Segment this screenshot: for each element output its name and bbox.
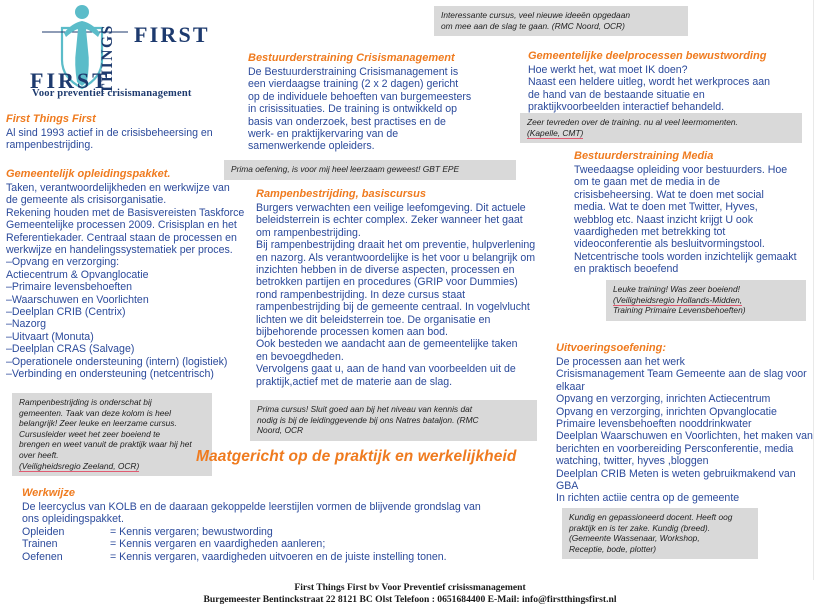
body-line: In richten actiie centra op de gemeente xyxy=(556,492,740,505)
body-line: Ook besteden we aandacht aan de gemeentelijke taken xyxy=(256,338,518,351)
quote-line: Leuke training! Was zeer boeiend! xyxy=(613,284,740,294)
body-line: webblog etc. Naast inzicht krijgt U ook xyxy=(574,213,753,226)
body-line: Taken, verantwoordelijkheden en werkwijze van xyxy=(6,182,230,194)
body-line: rond rampenbestrijding. In deze cursus staat xyxy=(256,288,466,301)
quote-line: Rampenbestrijding is onderschat bij xyxy=(19,397,152,407)
body-line: –Waarschuwen en Voorlichten xyxy=(6,293,149,306)
body-line: rampenbestrijding bij de gemeente centraal. In vogelvlucht xyxy=(256,301,530,314)
body-line: De processen aan het werk xyxy=(556,356,685,368)
werkwijze-row xyxy=(22,526,582,538)
body-line: De leercyclus van KOLB en de daaraan gekoppelde leerstijlen vormen de blijvende grondslag van xyxy=(22,501,481,513)
section-heading: Gemeentelijke deelprocessen bewustwording xyxy=(528,50,767,62)
body-line: praktijk,actief met de materie aan de slag. xyxy=(256,375,453,388)
body-line: Deelplan CRIB Meten is weten gebruikmakend van xyxy=(556,467,796,480)
quote-natres xyxy=(250,400,537,441)
body-line: –Opvang en verzorging: xyxy=(6,256,120,269)
quote-line: (Gemeente Wassenaar, Workshop, xyxy=(569,533,700,544)
quote-line: Training Primaire Levensbehoeften) xyxy=(613,305,746,316)
quote-hollands-midden xyxy=(606,280,806,321)
section-werkwijze xyxy=(22,487,582,563)
quote-line: praktijk en is ter zake. Kundig (breed). xyxy=(569,522,711,533)
body-line: Opvang en verzorging, inrichten Actiecentrum xyxy=(556,393,771,406)
logo-word-first-top: FIRST xyxy=(134,22,210,47)
body-line: inzichten hebben in de diverse aspecten, processen en xyxy=(256,264,515,277)
werkwijze-label: Oefenen xyxy=(22,550,63,563)
body-line: in crisissituaties. De training is ontwikkeld op xyxy=(248,103,458,116)
body-line: Crisismanagement Team Gemeente aan de slag voor xyxy=(556,368,807,381)
werkwijze-value: = Kennis vergaren, vaardigheden uitvoeren en de juiste instelling tonen. xyxy=(110,550,447,563)
quote-kapelle xyxy=(520,113,802,143)
footer-company: First Things First bv Voor Preventief crisissmanagement xyxy=(294,582,526,593)
body-line: lichten we dit beleidsterrein toe. De organisatie en xyxy=(256,313,491,326)
body-line: ons opleidingspakket. xyxy=(22,513,124,526)
quote-line: (Kapelle, CMT) xyxy=(527,127,584,138)
body-line: Al sind 1993 actief in de crisisbeheersing en xyxy=(6,127,213,139)
quote-line: Prima cursus! Sluit goed aan bij het niveau van kennis dat xyxy=(257,404,473,414)
body-line: –Nazorg xyxy=(6,318,47,331)
body-line: Opvang en verzorging, inrichten Opvanglocatie xyxy=(556,405,777,418)
section-rampenbestrijding-basiscursus xyxy=(256,188,536,388)
body-line: –Deelplan CRIB (Centrix) xyxy=(6,306,126,319)
werkwijze-label: Trainen xyxy=(22,538,58,551)
body-line: Referentiekader. Centraal staan de processen en xyxy=(6,231,237,244)
body-line: op de individuele behoeften van burgemeesters xyxy=(248,90,472,103)
quote-line: om mee aan de slag te gaan. (RMC Noord, OCR) xyxy=(441,20,625,31)
quote-line: Kundig en gepassioneerd docent. Heeft oog xyxy=(569,512,733,522)
body-line: crisisbeheersing. Wat te doen met social xyxy=(574,188,764,201)
body-line: –Primaire levensbehoeften xyxy=(6,281,133,294)
quote-line: Interessante cursus, veel nieuwe ideeën opgedaan xyxy=(441,10,631,20)
section-heading: Gemeentelijk opleidingspakket. xyxy=(6,168,171,180)
quote-zeeland xyxy=(12,393,212,476)
body-line: GBA xyxy=(556,480,579,493)
section-heading: Rampenbestrijding, basiscursus xyxy=(256,188,426,200)
logo-tagline: Voor preventief crisismanagement xyxy=(32,88,192,99)
body-line: berichten en voorbereiding Persconferentie, media xyxy=(556,442,794,455)
body-line: –Deelplan CRAS (Salvage) xyxy=(6,343,135,356)
body-line: –Uitvaart (Monuta) xyxy=(6,330,94,343)
quote-top-center xyxy=(434,6,688,36)
body-line: watching, twitter, hyves ,bloggen xyxy=(556,455,709,468)
body-line: werk- en praktijkervaring van de xyxy=(248,128,399,141)
body-line: Hoe werkt het, wat moet IK doen? xyxy=(528,64,688,76)
section-heading: Bestuurderstraining Media xyxy=(574,150,714,162)
body-line: videoconferentie als besluitvormingstool. xyxy=(574,238,765,251)
section-first-things-first xyxy=(6,113,246,152)
body-line: de gemeente als crisisorganisatie. xyxy=(6,194,167,207)
body-line: praktijkvoorbeelden interactief behandeld. xyxy=(528,101,725,114)
werkwijze-value: = Kennis vergaren en vaardigheden aanleren; xyxy=(110,538,326,551)
quote-line: Prima oefening, is voor mij heel leerzaam geweest! GBT EPE xyxy=(231,164,460,174)
body-line: beleidsterrein is echter complex. Zeker wanneer het gaat xyxy=(256,214,523,227)
werkwijze-row xyxy=(22,538,582,550)
quote-line: gemeenten. Taak van deze kolom is heel xyxy=(19,407,171,418)
page-footer xyxy=(0,582,820,606)
werkwijze-value: = Kennis vergaren; bewustwording xyxy=(110,525,273,538)
body-line: Tweedaagse opleiding voor bestuurders. Hoe xyxy=(574,164,788,176)
quote-line: nodig is bij de leidinggevende bij ons Natres bataljon. (RMC xyxy=(257,414,479,425)
werkwijze-row xyxy=(22,551,582,563)
body-line: betrokken partijen en procedures (GRIP voor Dummies) xyxy=(256,276,518,289)
body-line: een vierdaagse training (2 x 2 dagen) gericht xyxy=(248,78,459,91)
body-line: om rampenbestrijding. xyxy=(256,226,361,239)
quote-line: belangrijk! Zeer leuke en leerzame cursus. xyxy=(19,418,177,429)
quote-line: over heeft. xyxy=(19,449,59,460)
company-logo xyxy=(20,2,220,102)
section-heading: First Things First xyxy=(6,113,96,125)
body-line: Burgers verwachten een veilige leefomgeving. Dit actuele xyxy=(256,202,526,214)
section-gemeentelijke-deelprocessen xyxy=(528,50,818,114)
section-gemeentelijk-opleidingspakket xyxy=(6,168,256,381)
quote-line: Cursusleider weet het zeer boeiend te xyxy=(19,428,161,439)
body-line: de hand van de bestaande situatie en xyxy=(528,88,705,101)
body-line: en nazorg. Als verantwoordelijke is het voor u belangrijk om xyxy=(256,251,536,264)
body-line: elkaar xyxy=(556,380,585,393)
logo-word-things: THINGS xyxy=(99,24,116,94)
body-line: bijbehorende processen komen aan bod. xyxy=(256,326,449,339)
main-tagline: Maatgericht op de praktijk en werkelijkheid xyxy=(196,448,517,465)
body-line: Rekening houden met de Basisvereisten Taskforce xyxy=(6,206,245,219)
body-line: en bevoegdheden. xyxy=(256,350,344,363)
quote-wassenaar xyxy=(562,508,758,559)
section-bestuurderstraining-crisismanagement xyxy=(248,52,518,153)
body-line: rampenbestrijding. xyxy=(6,139,94,152)
quote-line: Receptie, bode, plotter) xyxy=(569,543,657,554)
section-heading: Werkwijze xyxy=(22,487,75,499)
body-line: Vervolgens gaat u, aan de hand van voorbeelden uit de xyxy=(256,363,516,376)
logo-mark-icon xyxy=(20,2,220,102)
body-line: Naast een heldere uitleg, wordt het werkproces aan xyxy=(528,76,771,89)
quote-line: (Veiligheidsregio Hollands-Midden, xyxy=(613,294,743,305)
body-line: Netcentrische tools worden inzichtelijk gemaakt xyxy=(574,250,797,263)
body-line: en praktisch beoefend xyxy=(574,263,679,276)
section-uitvoeringsoefening xyxy=(556,342,818,505)
werkwijze-label: Opleiden xyxy=(22,525,65,538)
quote-line: (Veiligheidsregio Zeeland, OCR) xyxy=(19,460,140,471)
body-line: samenwerkende opleiders. xyxy=(248,140,375,153)
body-line: basis van onderzoek, best practises en de xyxy=(248,115,446,128)
body-line: media. Wat te doen met Twitter, Hyves, xyxy=(574,201,758,214)
quote-line: Zeer tevreden over de training. nu al veel leermomenten. xyxy=(527,117,738,127)
body-line: vaardigheden met betrekking tot xyxy=(574,226,726,239)
body-line: Primaire levensbehoeften nooddrinkwater xyxy=(556,418,752,431)
section-heading: Bestuurderstraining Crisismanagement xyxy=(248,52,455,64)
body-line: Actiecentrum & Opvanglocatie xyxy=(6,268,149,281)
quote-line: Noord, OCR xyxy=(257,425,304,436)
body-line: De Bestuurderstraining Crisismanagement is xyxy=(248,66,459,78)
body-line: werkwijze en handelingssystematiek per proces. xyxy=(6,244,233,257)
body-line: Deelplan Waarschuwen en Voorlichten, het maken van xyxy=(556,430,813,443)
section-bestuurderstraining-media xyxy=(574,150,818,276)
logo-word-first-bottom: FIRST xyxy=(30,68,110,93)
body-line: –Verbinding en ondersteuning (netcentrisch) xyxy=(6,368,214,381)
quote-gbt-epe xyxy=(224,160,516,180)
footer-contact: Burgemeester Bentinckstraat 22 8121 BC Olst Telefoon : 0651684400 E-Mail: info@firstthingsfirst.nl xyxy=(203,594,617,605)
body-line: –Operationele ondersteuning (intern) (logistiek) xyxy=(6,355,228,368)
body-line: Bij rampenbestrijding draait het om preventie, hulpverlening xyxy=(256,239,536,252)
section-heading: Uitvoeringsoefening: xyxy=(556,342,667,354)
body-line: om te gaan met de media in de xyxy=(574,176,721,189)
quote-line: brengen en weet vanuit de praktijk waar hij het xyxy=(19,439,192,450)
body-line: Gemeentelijke processen 2009. Crisisplan en het xyxy=(6,219,237,232)
